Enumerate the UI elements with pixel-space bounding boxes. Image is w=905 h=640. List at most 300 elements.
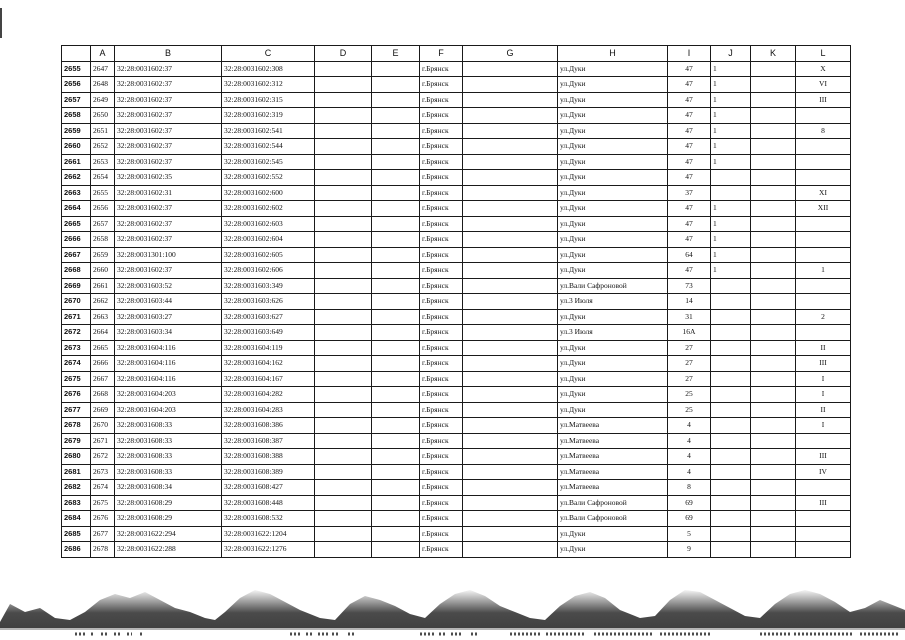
cell-k <box>751 263 796 279</box>
cell-l: 8 <box>796 123 851 139</box>
cell-j: 1 <box>711 92 751 108</box>
table-row <box>62 294 851 310</box>
cell-l: X <box>796 61 851 77</box>
cell-b: 32:28:0031622:294 <box>115 526 222 542</box>
row-number-cell: 2665 <box>62 216 91 232</box>
cell-c: 32:28:0031603:349 <box>222 278 315 294</box>
cell-d <box>315 449 372 465</box>
table-row <box>62 216 851 232</box>
cell-e <box>372 61 420 77</box>
cell-i: 25 <box>668 387 711 403</box>
cell-d <box>315 542 372 558</box>
cell-a: 2657 <box>91 216 115 232</box>
cell-d <box>315 247 372 263</box>
cell-l: III <box>796 449 851 465</box>
cell-h: ул.Дуки <box>558 340 668 356</box>
cell-d <box>315 340 372 356</box>
cell-h: ул.Дуки <box>558 92 668 108</box>
cell-e <box>372 542 420 558</box>
cell-g <box>463 526 558 542</box>
cell-f: г.Брянск <box>420 263 463 279</box>
cell-e <box>372 309 420 325</box>
cell-d <box>315 232 372 248</box>
column-header-d: D <box>315 46 372 62</box>
cell-e <box>372 480 420 496</box>
cell-g <box>463 294 558 310</box>
cell-i: 47 <box>668 216 711 232</box>
cell-a: 2666 <box>91 356 115 372</box>
cell-b: 32:28:0031603:44 <box>115 294 222 310</box>
cell-i: 47 <box>668 263 711 279</box>
cell-g <box>463 263 558 279</box>
cell-g <box>463 278 558 294</box>
cell-a: 2676 <box>91 511 115 527</box>
cell-h: ул.3 Июля <box>558 294 668 310</box>
cell-f: г.Брянск <box>420 247 463 263</box>
cell-k <box>751 154 796 170</box>
cell-c: 32:28:0031602:315 <box>222 92 315 108</box>
cell-l <box>796 232 851 248</box>
cell-d <box>315 123 372 139</box>
cell-i: 9 <box>668 542 711 558</box>
cell-d <box>315 511 372 527</box>
cell-k <box>751 77 796 93</box>
cell-f: г.Брянск <box>420 495 463 511</box>
cell-b: 32:28:0031608:33 <box>115 464 222 480</box>
cell-a: 2650 <box>91 108 115 124</box>
cell-j: 1 <box>711 61 751 77</box>
cell-j <box>711 418 751 434</box>
row-number-cell: 2669 <box>62 278 91 294</box>
cell-i: 47 <box>668 232 711 248</box>
cell-f: г.Брянск <box>420 418 463 434</box>
cell-e <box>372 495 420 511</box>
cell-g <box>463 247 558 263</box>
cell-b: 32:28:0031602:37 <box>115 263 222 279</box>
table-row <box>62 139 851 155</box>
cell-l: XII <box>796 201 851 217</box>
cell-h: ул.Дуки <box>558 201 668 217</box>
cell-b: 32:28:0031604:203 <box>115 402 222 418</box>
row-number-cell: 2680 <box>62 449 91 465</box>
cell-d <box>315 387 372 403</box>
cell-c: 32:28:0031602:605 <box>222 247 315 263</box>
cell-c: 32:28:0031602:308 <box>222 61 315 77</box>
cell-j <box>711 294 751 310</box>
cell-f: г.Брянск <box>420 201 463 217</box>
cell-h: ул.Дуки <box>558 309 668 325</box>
cell-e <box>372 294 420 310</box>
cell-k <box>751 449 796 465</box>
cell-f: г.Брянск <box>420 542 463 558</box>
cell-c: 32:28:0031608:388 <box>222 449 315 465</box>
cell-j <box>711 480 751 496</box>
cell-a: 2662 <box>91 294 115 310</box>
cell-i: 47 <box>668 77 711 93</box>
column-header-l: L <box>796 46 851 62</box>
cell-k <box>751 371 796 387</box>
cell-l: III <box>796 92 851 108</box>
cell-c: 32:28:0031602:606 <box>222 263 315 279</box>
cell-h: ул.Дуки <box>558 139 668 155</box>
cell-l: 2 <box>796 309 851 325</box>
cell-h: ул.Матвеева <box>558 418 668 434</box>
column-header-i: I <box>668 46 711 62</box>
cell-c: 32:28:0031622:1276 <box>222 542 315 558</box>
cell-a: 2669 <box>91 402 115 418</box>
cell-a: 2654 <box>91 170 115 186</box>
cell-g <box>463 201 558 217</box>
row-number-cell: 2672 <box>62 325 91 341</box>
cell-a: 2652 <box>91 139 115 155</box>
cell-g <box>463 170 558 186</box>
cell-e <box>372 263 420 279</box>
cell-f: г.Брянск <box>420 92 463 108</box>
cell-k <box>751 170 796 186</box>
cell-d <box>315 108 372 124</box>
cell-k <box>751 418 796 434</box>
cell-b: 32:28:0031602:37 <box>115 201 222 217</box>
cell-c: 32:28:0031604:162 <box>222 356 315 372</box>
cell-h: ул.Матвеева <box>558 449 668 465</box>
table-row <box>62 449 851 465</box>
column-header-a: A <box>91 46 115 62</box>
cell-e <box>372 449 420 465</box>
cell-k <box>751 201 796 217</box>
row-number-cell: 2675 <box>62 371 91 387</box>
cell-g <box>463 185 558 201</box>
cell-j <box>711 340 751 356</box>
cell-g <box>463 495 558 511</box>
cell-j <box>711 511 751 527</box>
cell-f: г.Брянск <box>420 77 463 93</box>
table-row <box>62 154 851 170</box>
cell-e <box>372 92 420 108</box>
cell-i: 4 <box>668 464 711 480</box>
cell-b: 32:28:0031602:37 <box>115 92 222 108</box>
cell-i: 47 <box>668 92 711 108</box>
table-row <box>62 123 851 139</box>
cell-d <box>315 495 372 511</box>
row-number-cell: 2661 <box>62 154 91 170</box>
cell-c: 32:28:0031602:552 <box>222 170 315 186</box>
cell-k <box>751 387 796 403</box>
cell-e <box>372 139 420 155</box>
cell-k <box>751 185 796 201</box>
row-number-cell: 2678 <box>62 418 91 434</box>
cell-j <box>711 449 751 465</box>
cell-b: 32:28:0031603:52 <box>115 278 222 294</box>
cell-h: ул.Вали Сафроновой <box>558 495 668 511</box>
table-row <box>62 480 851 496</box>
cell-a: 2677 <box>91 526 115 542</box>
cell-c: 32:28:0031602:604 <box>222 232 315 248</box>
cell-j <box>711 495 751 511</box>
table-row <box>62 108 851 124</box>
cell-b: 32:28:0031603:34 <box>115 325 222 341</box>
cell-k <box>751 232 796 248</box>
cell-i: 4 <box>668 449 711 465</box>
cell-k <box>751 495 796 511</box>
cell-g <box>463 418 558 434</box>
cell-i: 27 <box>668 371 711 387</box>
cell-g <box>463 123 558 139</box>
cell-c: 32:28:0031602:602 <box>222 201 315 217</box>
cell-b: 32:28:0031608:33 <box>115 449 222 465</box>
row-number-cell: 2685 <box>62 526 91 542</box>
cell-i: 37 <box>668 185 711 201</box>
table-row <box>62 170 851 186</box>
cell-l <box>796 433 851 449</box>
cell-b: 32:28:0031603:27 <box>115 309 222 325</box>
column-header-b: B <box>115 46 222 62</box>
cell-e <box>372 170 420 186</box>
cell-g <box>463 77 558 93</box>
cell-d <box>315 216 372 232</box>
cell-h: ул.Дуки <box>558 123 668 139</box>
cell-h: ул.Дуки <box>558 232 668 248</box>
cell-l: I <box>796 387 851 403</box>
cell-l <box>796 294 851 310</box>
cell-d <box>315 263 372 279</box>
cell-f: г.Брянск <box>420 139 463 155</box>
cell-c: 32:28:0031602:319 <box>222 108 315 124</box>
table-row <box>62 278 851 294</box>
cell-h: ул.Дуки <box>558 154 668 170</box>
cell-j: 1 <box>711 216 751 232</box>
cell-b: 32:28:0031602:37 <box>115 154 222 170</box>
table-row <box>62 340 851 356</box>
cell-l: III <box>796 356 851 372</box>
cell-l: 1 <box>796 263 851 279</box>
cell-h: ул.Дуки <box>558 526 668 542</box>
cell-h: ул.3 Июля <box>558 325 668 341</box>
row-number-cell: 2674 <box>62 356 91 372</box>
cell-j: 1 <box>711 201 751 217</box>
cell-f: г.Брянск <box>420 340 463 356</box>
cell-c: 32:28:0031608:389 <box>222 464 315 480</box>
cell-a: 2658 <box>91 232 115 248</box>
cell-l <box>796 325 851 341</box>
cell-i: 14 <box>668 294 711 310</box>
cell-f: г.Брянск <box>420 402 463 418</box>
cell-f: г.Брянск <box>420 356 463 372</box>
cell-f: г.Брянск <box>420 294 463 310</box>
cell-h: ул.Матвеева <box>558 433 668 449</box>
cell-l <box>796 139 851 155</box>
cell-a: 2673 <box>91 464 115 480</box>
cell-h: ул.Дуки <box>558 77 668 93</box>
cell-g <box>463 61 558 77</box>
cell-b: 32:28:0031602:37 <box>115 123 222 139</box>
cell-d <box>315 402 372 418</box>
cell-a: 2649 <box>91 92 115 108</box>
cell-h: ул.Дуки <box>558 216 668 232</box>
cell-l <box>796 247 851 263</box>
cell-e <box>372 108 420 124</box>
table-row <box>62 542 851 558</box>
cell-i: 69 <box>668 511 711 527</box>
cell-k <box>751 526 796 542</box>
cell-a: 2670 <box>91 418 115 434</box>
cell-b: 32:28:0031608:33 <box>115 418 222 434</box>
table-row <box>62 309 851 325</box>
cell-f: г.Брянск <box>420 480 463 496</box>
cell-l: III <box>796 495 851 511</box>
cell-e <box>372 464 420 480</box>
cell-k <box>751 278 796 294</box>
cell-f: г.Брянск <box>420 433 463 449</box>
cell-j: 1 <box>711 123 751 139</box>
column-header-e: E <box>372 46 420 62</box>
cell-c: 32:28:0031608:387 <box>222 433 315 449</box>
cell-k <box>751 340 796 356</box>
cell-b: 32:28:0031602:35 <box>115 170 222 186</box>
cell-g <box>463 340 558 356</box>
cell-c: 32:28:0031608:427 <box>222 480 315 496</box>
cell-j <box>711 325 751 341</box>
cell-a: 2664 <box>91 325 115 341</box>
cell-a: 2672 <box>91 449 115 465</box>
cell-f: г.Брянск <box>420 387 463 403</box>
cell-j: 1 <box>711 77 751 93</box>
cell-j <box>711 464 751 480</box>
cell-e <box>372 123 420 139</box>
cell-k <box>751 356 796 372</box>
row-number-cell: 2681 <box>62 464 91 480</box>
cell-h: ул.Матвеева <box>558 480 668 496</box>
cell-l <box>796 108 851 124</box>
cell-k <box>751 61 796 77</box>
table-row <box>62 61 851 77</box>
cell-c: 32:28:0031604:119 <box>222 340 315 356</box>
cell-e <box>372 418 420 434</box>
cell-e <box>372 387 420 403</box>
cell-e <box>372 247 420 263</box>
cell-h: ул.Дуки <box>558 108 668 124</box>
cell-f: г.Брянск <box>420 371 463 387</box>
cell-i: 27 <box>668 340 711 356</box>
cell-j <box>711 526 751 542</box>
cell-i: 4 <box>668 418 711 434</box>
cell-i: 69 <box>668 495 711 511</box>
cell-c: 32:28:0031604:283 <box>222 402 315 418</box>
cell-c: 32:28:0031622:1204 <box>222 526 315 542</box>
row-number-cell: 2684 <box>62 511 91 527</box>
cell-l <box>796 154 851 170</box>
cell-g <box>463 325 558 341</box>
scan-artifact-smear <box>0 582 905 640</box>
cell-l: VI <box>796 77 851 93</box>
cell-l <box>796 216 851 232</box>
cell-i: 47 <box>668 170 711 186</box>
cell-j <box>711 185 751 201</box>
cell-c: 32:28:0031608:532 <box>222 511 315 527</box>
cell-g <box>463 92 558 108</box>
table-row <box>62 356 851 372</box>
cell-h: ул.Дуки <box>558 356 668 372</box>
cell-b: 32:28:0031604:116 <box>115 356 222 372</box>
cell-c: 32:28:0031602:545 <box>222 154 315 170</box>
cell-d <box>315 356 372 372</box>
cell-a: 2659 <box>91 247 115 263</box>
cell-e <box>372 340 420 356</box>
cell-d <box>315 480 372 496</box>
cell-d <box>315 154 372 170</box>
cell-i: 47 <box>668 201 711 217</box>
cell-j: 1 <box>711 263 751 279</box>
cell-g <box>463 309 558 325</box>
cell-j <box>711 371 751 387</box>
cell-g <box>463 480 558 496</box>
cell-k <box>751 108 796 124</box>
cell-a: 2667 <box>91 371 115 387</box>
cell-l <box>796 511 851 527</box>
cell-g <box>463 387 558 403</box>
header-corner <box>62 46 91 62</box>
cell-b: 32:28:0031602:37 <box>115 139 222 155</box>
cell-a: 2651 <box>91 123 115 139</box>
row-number-cell: 2666 <box>62 232 91 248</box>
row-number-cell: 2673 <box>62 340 91 356</box>
cell-j: 1 <box>711 139 751 155</box>
table-row <box>62 402 851 418</box>
column-header-g: G <box>463 46 558 62</box>
cell-g <box>463 108 558 124</box>
row-number-cell: 2663 <box>62 185 91 201</box>
cell-j <box>711 170 751 186</box>
cell-e <box>372 216 420 232</box>
cell-h: ул.Дуки <box>558 263 668 279</box>
cell-d <box>315 371 372 387</box>
cell-f: г.Брянск <box>420 526 463 542</box>
cell-c: 32:28:0031603:649 <box>222 325 315 341</box>
column-header-c: C <box>222 46 315 62</box>
cell-l: I <box>796 418 851 434</box>
cell-f: г.Брянск <box>420 216 463 232</box>
cell-g <box>463 139 558 155</box>
cell-i: 8 <box>668 480 711 496</box>
cell-c: 32:28:0031602:312 <box>222 77 315 93</box>
cell-c: 32:28:0031608:448 <box>222 495 315 511</box>
cell-c: 32:28:0031603:626 <box>222 294 315 310</box>
cell-f: г.Брянск <box>420 325 463 341</box>
row-number-cell: 2662 <box>62 170 91 186</box>
cell-i: 5 <box>668 526 711 542</box>
table-row <box>62 232 851 248</box>
cell-i: 73 <box>668 278 711 294</box>
table-row <box>62 511 851 527</box>
cell-c: 32:28:0031604:167 <box>222 371 315 387</box>
cell-l: IV <box>796 464 851 480</box>
cell-e <box>372 154 420 170</box>
cell-d <box>315 309 372 325</box>
cell-f: г.Брянск <box>420 170 463 186</box>
cell-e <box>372 77 420 93</box>
table-row <box>62 77 851 93</box>
cell-i: 47 <box>668 108 711 124</box>
cell-f: г.Брянск <box>420 511 463 527</box>
cell-j: 1 <box>711 232 751 248</box>
cell-a: 2655 <box>91 185 115 201</box>
cell-h: ул.Вали Сафроновой <box>558 511 668 527</box>
cell-f: г.Брянск <box>420 185 463 201</box>
row-number-cell: 2677 <box>62 402 91 418</box>
cell-h: ул.Дуки <box>558 170 668 186</box>
cell-f: г.Брянск <box>420 232 463 248</box>
cell-b: 32:28:0031608:29 <box>115 495 222 511</box>
cell-e <box>372 371 420 387</box>
